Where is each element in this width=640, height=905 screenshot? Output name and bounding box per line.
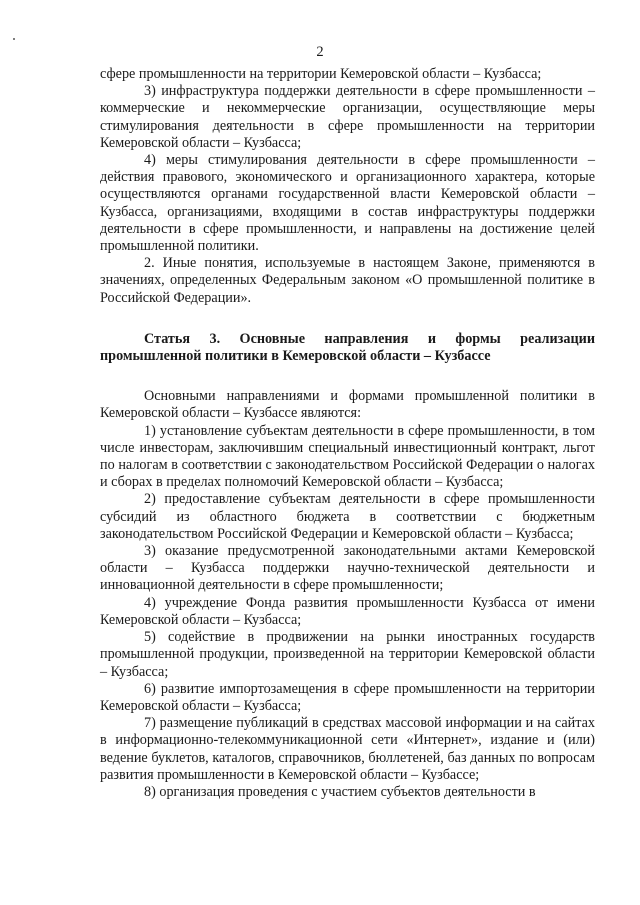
list-item-3: 3) оказание предусмотренной законодательными актами Кемеровской области – Кузбасса поддержки научно-технической деятельности и инновационной деятельности в сфере промышленности; <box>100 543 595 594</box>
page-number: 2 <box>316 44 324 60</box>
list-item-8: 8) организация проведения с участием субъектов деятельности в <box>144 783 536 800</box>
list-item-6: 6) развитие импортозамещения в сфере промышленности на территории Кемеровской области – Кузбасса; <box>100 680 595 714</box>
scan-speck <box>13 38 15 40</box>
list-item-2: 2) предоставление субъектам деятельности в сфере промышленности субсидий из областного бюджета в соответствии с бюджетным законодательством Российской Федерации и Кемеровской области – Кузбасса; <box>100 491 595 542</box>
list-item-1: 1) установление субъектам деятельности в сфере промышленности, в том числе инвесторам, заключившим специальный инвестиционный контракт, льгот по налогам в соответствии с законодательством Российской Федерации о налогах и сборах в пределах полномочий Кемеровской области – Кузбасса; <box>100 422 595 491</box>
list-item-5: 5) содействие в продвижении на рынки иностранных государств промышленной продукции, произведенной на территории Кемеровской области – Кузбасса; <box>100 629 595 680</box>
article-intro: Основными направлениями и формами промышленной политики в Кемеровской области – Кузбассе являются: <box>100 388 595 422</box>
list-item-4: 4) учреждение Фонда развития промышленности Кузбасса от имени Кемеровской области – Кузбасса; <box>100 594 595 628</box>
list-item-7: 7) размещение публикаций в средствах массовой информации и на сайтах в информационно-телекоммуникационной сети «Интернет», издание и (или) ведение буклетов, каталогов, справочников, бюллетеней, баз данных по вопросам развития промышленности в Кемеровской области – Кузбассе; <box>100 715 595 783</box>
paragraph-continuation: сфере промышленности на территории Кемеровской области – Кузбасса; <box>100 66 542 82</box>
paragraph-clause-2: 2. Иные понятия, используемые в настоящем Законе, применяются в значениях, определенных Федеральным законом «О промышленной политике в Российской Федерации». <box>100 255 595 306</box>
definition-item-4: 4) меры стимулирования деятельности в сфере промышленности – действия правового, экономического и организационного характера, которые осуществляются органами государственной власти Кемеровской области – Кузбасса, организациями, входящими в состав инфраструктуры поддержки деятельности в сфере промышленности, и направлены на достижение целей промышленной политики. <box>100 152 595 255</box>
document-body <box>100 66 595 801</box>
definition-item-3: 3) инфраструктура поддержки деятельности в сфере промышленности – коммерческие и некоммерческие организации, осуществляющие меры стимулирования деятельности в сфере промышленности на территории Кемеровской области – Кузбасса; <box>100 83 595 151</box>
article-heading: Статья 3. Основные направления и формы реализации промышленной политики в Кемеровской области – Кузбассе <box>100 330 595 365</box>
